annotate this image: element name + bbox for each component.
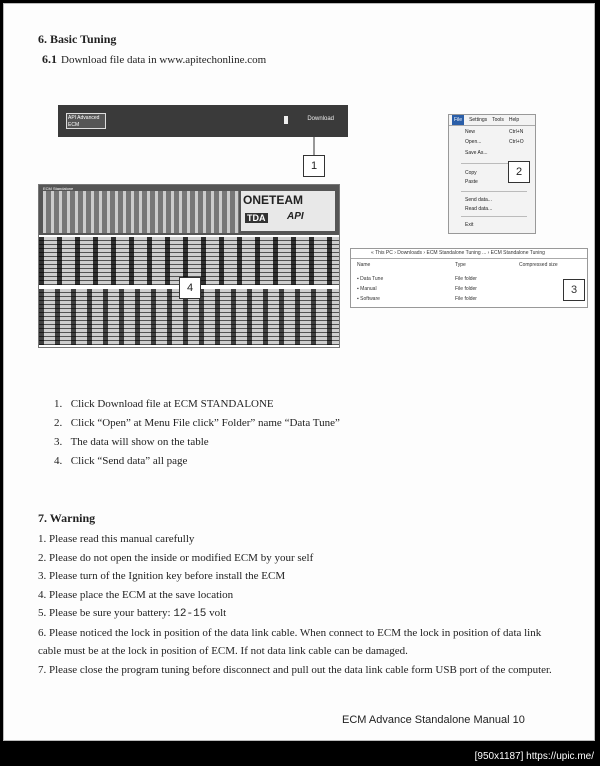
step-text: Click “Open” at Menu File click” Folder” name “Data Tune”	[70, 417, 340, 429]
download-label: Download	[307, 116, 334, 122]
menu-item-send-data: Send data...	[465, 197, 492, 203]
voltage-value: 12-15	[173, 608, 207, 620]
callout-1: 1	[303, 155, 325, 177]
menu-item-read-data: Read data...	[465, 206, 493, 212]
menu-item-open: Open...	[465, 139, 482, 145]
warning-number: 2.	[38, 551, 47, 564]
warning-text: Please turn of the Ignition key before install the ECM	[49, 570, 286, 582]
watermark: [950x1187] https://upic.me/	[474, 751, 594, 762]
warning-number: 4.	[38, 588, 47, 601]
brand-panel	[241, 191, 335, 231]
list-item	[54, 417, 340, 436]
subsection-text: Download file data in www.apitechonline.com	[61, 54, 267, 66]
step-text: The data will show on the table	[70, 436, 209, 448]
page-footer: ECM Advance Standalone Manual 10	[342, 714, 525, 726]
subsection-number: 6.1	[42, 52, 57, 66]
menu-item-exit: Exit	[465, 222, 474, 228]
list-item	[54, 436, 340, 455]
section-7-title: 7. Warning	[38, 511, 96, 525]
list-item	[54, 455, 340, 474]
app-logo: API Advanced ECM	[66, 113, 106, 129]
step-number: 3.	[54, 436, 63, 448]
warning-text: Please read this manual carefully	[49, 533, 195, 545]
list-item	[38, 567, 558, 586]
file-menu-screenshot	[448, 114, 536, 234]
folder-type: File folder	[455, 296, 477, 302]
window-title: ECM Standalone	[43, 186, 74, 191]
tuning-table-screenshot	[38, 184, 340, 348]
steps-list	[54, 398, 340, 474]
callout-2: 2	[508, 161, 530, 183]
callout-3: 3	[563, 279, 585, 301]
warning-number: 5.	[38, 607, 47, 619]
list-item	[38, 530, 558, 549]
warning-number: 7.	[38, 663, 47, 676]
menu-item-new: New	[465, 129, 476, 135]
menu-help: Help	[508, 117, 520, 123]
folder-type: File folder	[455, 276, 477, 282]
column-name: Name	[357, 262, 371, 268]
menu-bar	[449, 115, 535, 126]
list-item	[38, 604, 558, 624]
step-text: Click “Send data” all page	[70, 455, 188, 467]
menu-separator	[461, 216, 527, 217]
list-item	[38, 549, 558, 568]
menu-item-copy: Copy	[465, 170, 477, 176]
folder-name: Data Tune	[360, 276, 384, 282]
warning-number: 3.	[38, 570, 47, 582]
folder-icon: ▪	[357, 296, 359, 302]
folder-name: Manual	[360, 286, 377, 292]
list-item	[54, 398, 340, 417]
menu-settings: Settings	[469, 117, 488, 123]
brand-api: API	[287, 211, 304, 222]
warning-text: Please place the ECM at the save location	[49, 588, 234, 601]
manual-page	[3, 3, 595, 741]
section-6-title: 6. Basic Tuning	[38, 32, 117, 46]
list-item	[38, 624, 558, 661]
slider-bank	[43, 191, 239, 233]
shortcut-new: Ctrl+N	[509, 129, 524, 135]
menu-tools: Tools	[492, 117, 504, 123]
address-bar: « This PC › Downloads › ECM Standalone Tuning ... › ECM Standalone Tuning	[351, 249, 587, 259]
warning-number: 1.	[38, 533, 47, 545]
menu-file: File	[454, 117, 463, 123]
list-item	[38, 661, 558, 680]
warning-text: Please close the program tuning before disconnect and pull out the data link cable form USB port of the computer.	[49, 663, 552, 676]
list-item	[357, 276, 383, 282]
menu-item-paste: Paste	[465, 179, 478, 185]
menu-item-save-as: Save As...	[465, 150, 488, 156]
folder-icon: ▪	[357, 276, 359, 282]
folder-name: Software	[360, 296, 380, 302]
folder-icon: ▪	[357, 286, 359, 292]
warning-list	[38, 530, 558, 679]
warning-text: Please be sure your battery:	[49, 607, 174, 619]
toolbar-area	[39, 185, 339, 235]
step-number: 2.	[54, 417, 63, 429]
step-number: 1.	[54, 398, 63, 410]
warning-number: 6.	[38, 626, 47, 639]
shortcut-open: Ctrl+O	[509, 139, 524, 145]
warning-text: Please noticed the lock in position of the data link cable. When connect to ECM the lock in position of data link cable must be at the lock in position of ECM. If not data link cable can be damaged.	[38, 626, 542, 657]
brand-tda: TDA	[247, 213, 266, 223]
step-number: 4.	[54, 455, 63, 467]
voltage-unit: volt	[206, 607, 227, 619]
column-type: Type	[455, 262, 466, 268]
column-size: Compressed size	[519, 262, 558, 268]
list-item	[357, 296, 380, 302]
list-item	[357, 286, 377, 292]
folder-type: File folder	[455, 286, 477, 292]
menu-separator	[461, 191, 527, 192]
brand-oneteam: ONETEAM	[243, 193, 303, 207]
callout-4: 4	[179, 277, 201, 299]
warning-text: Please do not open the inside or modified ECM by your self	[49, 551, 314, 564]
list-item	[38, 586, 558, 605]
step-text: Click Download file at ECM STANDALONE	[70, 398, 274, 410]
explorer-screenshot	[350, 248, 588, 308]
